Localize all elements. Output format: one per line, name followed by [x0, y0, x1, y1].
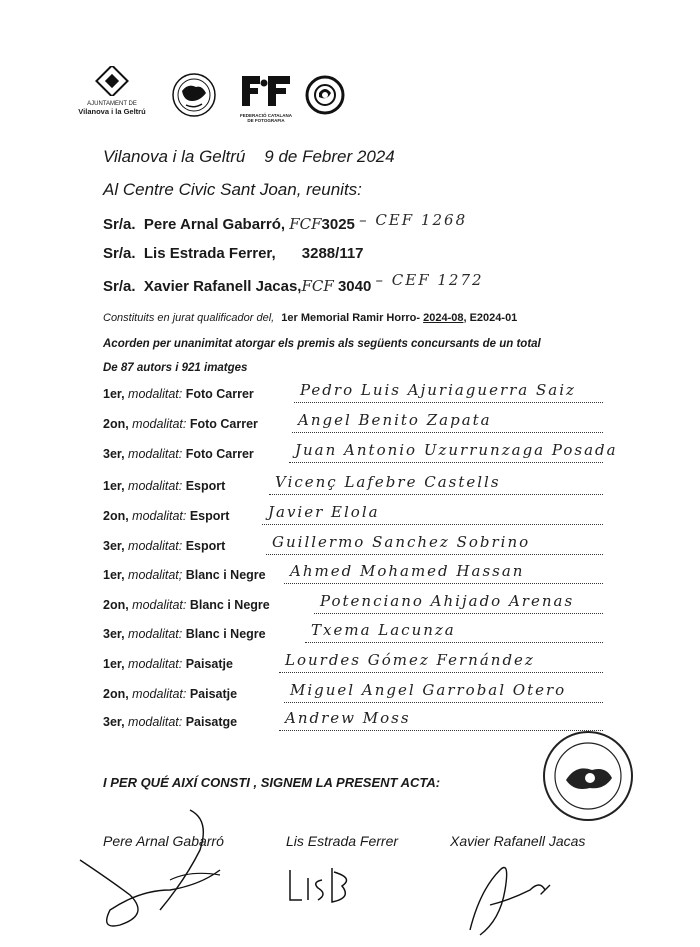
- prize-place: 3er,: [103, 715, 125, 729]
- prize-underline: [269, 494, 603, 495]
- signature-flourish-icon: [450, 850, 560, 940]
- prize-underline: [305, 642, 603, 643]
- prize-place: 2on,: [103, 509, 129, 523]
- prize-winner-handwritten: Andrew Moss: [285, 709, 411, 727]
- signature-3: [450, 850, 560, 945]
- jury-number: 3025: [321, 216, 355, 233]
- signatory-1-name: Pere Arnal Gabarró: [103, 833, 224, 849]
- prize-winner-handwritten: Miguel Angel Garrobal Otero: [290, 681, 567, 699]
- memorial-title: 1er Memorial Ramir Horro-: [281, 312, 421, 324]
- prize-label: modalitat:: [124, 387, 186, 401]
- prize-underline: [262, 524, 603, 525]
- ajuntament-logo: [70, 66, 154, 115]
- prize-place: 2on,: [103, 417, 129, 431]
- prize-row: [103, 709, 603, 733]
- signatory-2-name: Lis Estrada Ferrer: [286, 833, 399, 849]
- prize-place: 1er,: [103, 479, 125, 493]
- globe-logo: [170, 71, 218, 124]
- prize-winner-handwritten: Pedro Luis Ajuriaguerra Saiz: [300, 381, 576, 399]
- ajuntament-label-bottom: Vilanova i la Geltrú: [78, 107, 146, 116]
- prize-label: modalitat:: [124, 479, 186, 493]
- prize-category: Blanc i Negre: [185, 568, 266, 582]
- prize-category: Foto Carrer: [185, 447, 254, 461]
- prize-place: 3er,: [103, 539, 125, 553]
- ajuntament-label-top: AJUNTAMENT DE: [87, 101, 137, 107]
- prize-row: [103, 533, 603, 557]
- prize-underline: [284, 702, 603, 703]
- prize-category: Esport: [185, 479, 226, 493]
- jury-name: Xavier Rafanell Jacas,: [143, 278, 302, 295]
- prize-label: modalitat:: [128, 598, 190, 612]
- prize-place: 3er,: [103, 447, 125, 461]
- prize-winner-handwritten: Javier Elola: [268, 503, 380, 521]
- jury-cef-handwritten: – CEF 1272: [375, 271, 484, 289]
- prize-row: [103, 473, 603, 497]
- prize-underline: [266, 554, 603, 555]
- prize-winner-handwritten: Potenciano Ahijado Arenas: [320, 592, 575, 610]
- place-date-line: Vilanova i la Geltrú 9 de Febrer 2024: [103, 147, 395, 166]
- fcf-emblem-icon: [238, 74, 294, 108]
- jury-member-1: [103, 211, 468, 233]
- prize-category: Foto Carrer: [189, 417, 258, 431]
- stamp-seal-icon: [540, 728, 636, 824]
- prize-label: modalitat:: [128, 417, 190, 431]
- meeting-line: Al Centre Civic Sant Joan, reunits:: [103, 180, 362, 199]
- prize-row: [103, 381, 603, 405]
- jury-fcf-handwritten: FCF: [301, 277, 334, 295]
- prize-category: Foto Carrer: [185, 387, 254, 401]
- signature-2: [282, 860, 362, 915]
- prize-place: 1er,: [103, 387, 125, 401]
- prize-winner-handwritten: Guillermo Sanchez Sobrino: [272, 533, 531, 551]
- prize-row: [103, 411, 603, 435]
- jury-cef-handwritten: – CEF 1268: [359, 211, 468, 229]
- prize-label: modalitat:: [124, 715, 186, 729]
- constituted-text: Constituits en jurat qualificador del,: [103, 312, 275, 324]
- prize-label: modalitat:: [124, 539, 186, 553]
- jury-fcf-handwritten: FCF: [289, 215, 322, 233]
- prize-underline: [279, 672, 603, 673]
- ajuntament-emblem-icon: [70, 66, 154, 96]
- prize-category: Esport: [189, 509, 230, 523]
- prize-winner-handwritten: Juan Antonio Uzurrunzaga Posada: [295, 441, 618, 459]
- prize-label: modalitat:: [124, 627, 186, 641]
- prize-winner-handwritten: Txema Lacunza: [311, 621, 456, 639]
- prize-place: 2on,: [103, 687, 129, 701]
- jury-prefix: Sr/a.: [103, 278, 136, 295]
- prize-label: modalitat;: [124, 568, 186, 582]
- prize-place: 3er,: [103, 627, 125, 641]
- memorial-code: 2024-08: [423, 312, 464, 324]
- prize-winner-handwritten: Angel Benito Zapata: [298, 411, 492, 429]
- fcf-label: FEDERACIÓ CATALANA DE FOTOGRAFIA: [239, 113, 293, 123]
- prize-category: Blanc i Negre: [185, 627, 266, 641]
- prize-row: [103, 621, 603, 645]
- prize-underline: [292, 432, 603, 433]
- prize-category: Paisatge: [185, 715, 238, 729]
- camera-club-logo: [305, 75, 345, 120]
- globe-seal-icon: [170, 71, 218, 119]
- prize-row: [103, 562, 603, 586]
- prize-category: Blanc i Negre: [189, 598, 270, 612]
- agreement-line-2: De 87 autors i 921 imatges: [103, 362, 248, 374]
- prize-place: 1er,: [103, 657, 125, 671]
- signature-1: [70, 800, 250, 945]
- prize-row: [103, 441, 618, 465]
- jury-name: Lis Estrada Ferrer,: [143, 245, 276, 262]
- closing-statement: I PER QUÉ AIXÍ CONSTI , SIGNEM LA PRESENT ACTA:: [103, 775, 441, 790]
- signature-initials-icon: [282, 860, 362, 910]
- signatory-3-name: Xavier Rafanell Jacas: [450, 833, 586, 849]
- prize-underline: [289, 462, 603, 463]
- prize-category: Esport: [185, 539, 226, 553]
- jury-name: Pere Arnal Gabarró,: [143, 216, 286, 233]
- prize-category: Paisatje: [189, 687, 238, 701]
- prize-winner-handwritten: Vicenç Lafebre Castells: [275, 473, 501, 491]
- prize-winner-handwritten: Ahmed Mohamed Hassan: [290, 562, 525, 580]
- jury-prefix: Sr/a.: [103, 216, 136, 233]
- jury-number: 3288/117: [301, 245, 364, 262]
- prize-category: Paisatje: [185, 657, 233, 671]
- jury-member-3: [103, 271, 484, 295]
- prize-label: modalitat:: [128, 509, 190, 523]
- signature-scribble-icon: [70, 800, 250, 940]
- prize-underline: [314, 613, 603, 614]
- camera-lens-icon: [305, 75, 345, 115]
- prize-label: modalitat:: [124, 657, 186, 671]
- prize-label: modalitat:: [124, 447, 186, 461]
- prize-underline: [294, 402, 603, 403]
- prize-row: [103, 592, 603, 616]
- official-stamp: [540, 728, 636, 829]
- constituted-line: [103, 312, 517, 324]
- prize-place: 2on,: [103, 598, 129, 612]
- prize-place: 1er,: [103, 568, 125, 582]
- memorial-code-rest: , E2024-01: [463, 312, 518, 324]
- agreement-line-1: Acorden per unanimitat atorgar els premis als següents concursants de un total: [103, 338, 541, 350]
- prize-underline: [284, 583, 603, 584]
- prize-label: modalitat:: [128, 687, 190, 701]
- prize-row: [103, 651, 603, 675]
- prize-winner-handwritten: Lourdes Gómez Fernández: [285, 651, 535, 669]
- jury-member-2: [103, 245, 364, 262]
- fcf-logo: [238, 74, 294, 123]
- jury-prefix: Sr/a.: [103, 245, 136, 262]
- prize-row: [103, 503, 603, 527]
- jury-number: 3040: [337, 278, 372, 295]
- prize-row: [103, 681, 603, 705]
